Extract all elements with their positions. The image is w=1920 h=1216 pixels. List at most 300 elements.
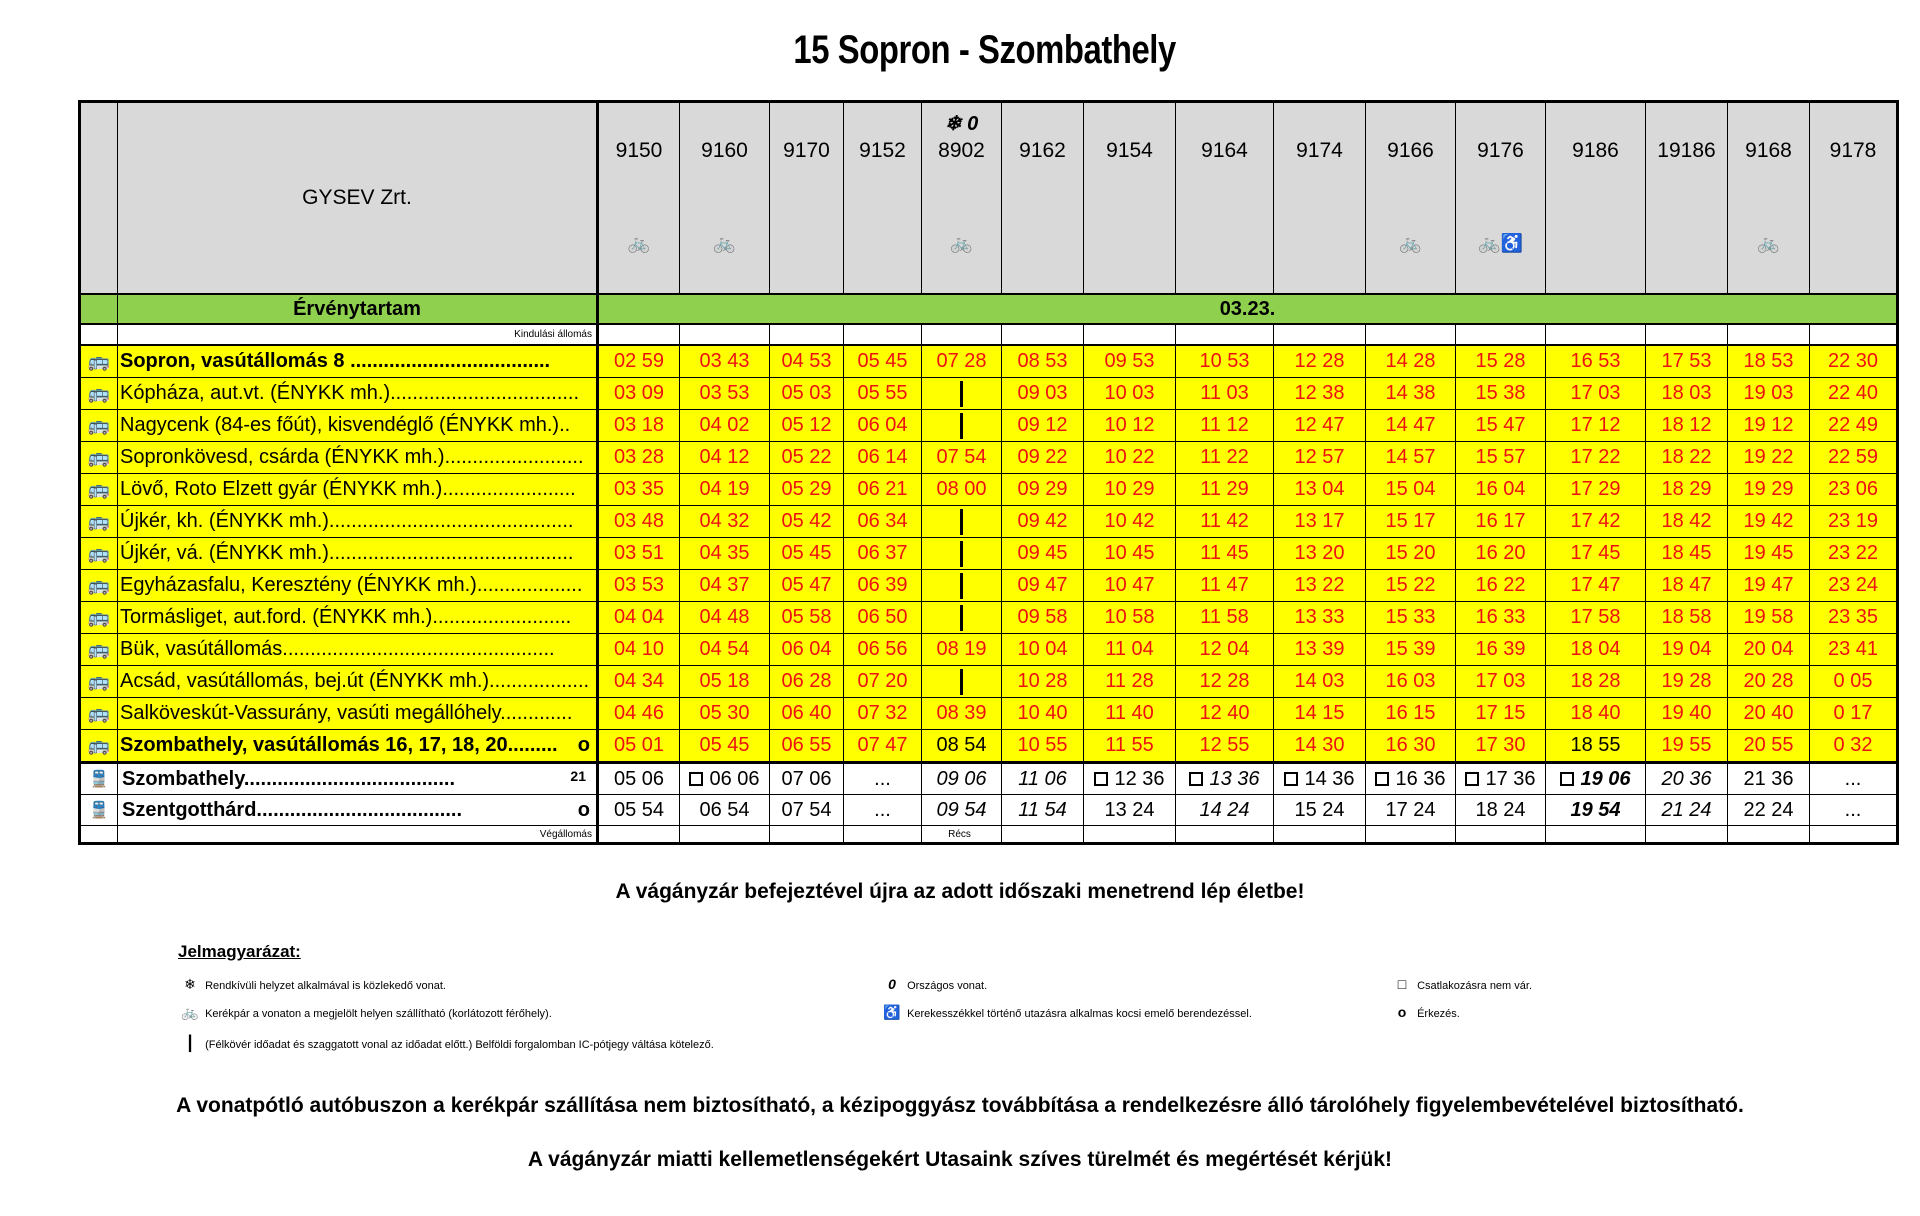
train-header-19186 <box>1646 102 1728 295</box>
time-cell: 10 53 <box>1176 345 1274 378</box>
connection-time <box>1274 795 1366 826</box>
legend-title: Jelmagyarázat: <box>178 942 301 961</box>
time-cell: 05 45 <box>770 538 844 570</box>
bus-icon: 🚌 <box>80 698 118 730</box>
time-cell: 0 05 <box>1810 666 1898 698</box>
time-cell: 06 21 <box>844 474 922 506</box>
time-cell: 06 04 <box>770 634 844 666</box>
connection-time <box>922 763 1002 795</box>
time-cell: 18 47 <box>1646 570 1728 602</box>
train-number: 9162 <box>1019 139 1066 162</box>
through-bar <box>960 573 963 599</box>
arrival-marker: o <box>577 798 590 821</box>
time-cell: 23 19 <box>1810 506 1898 538</box>
time-cell: 10 58 <box>1084 602 1176 634</box>
time-cell: 05 45 <box>844 345 922 378</box>
train-number: 9186 <box>1572 139 1619 162</box>
connection-time <box>598 763 680 795</box>
time-cell: 19 22 <box>1728 442 1810 474</box>
time-cell: 23 22 <box>1810 538 1898 570</box>
spacer-cell <box>1176 324 1274 345</box>
snowflake-icon: ❄ <box>184 976 196 992</box>
connection-time-text: 16 36 <box>1395 767 1446 790</box>
station-label: Lövő, Roto Elzett gyár (ÉNYKK mh.)........................ <box>120 478 576 500</box>
connection-time <box>1084 795 1176 826</box>
bicycle-icon: 🚲 <box>1757 233 1780 253</box>
connection-time <box>680 763 770 795</box>
bus-icon: 🚌 <box>80 442 118 474</box>
time-cell: 08 53 <box>1002 345 1084 378</box>
spacer-cell <box>1274 826 1366 844</box>
connection-time <box>1728 795 1810 826</box>
train-header-9178 <box>1810 102 1898 295</box>
time-cell: 16 03 <box>1366 666 1456 698</box>
station-label: Kópháza, aut.vt. (ÉNYKK mh.).................................. <box>120 382 580 404</box>
connection-time-text: 22 24 <box>1743 798 1794 821</box>
connection-time-text: ... <box>1844 798 1862 821</box>
time-cell: 18 22 <box>1646 442 1728 474</box>
connection-time-text: 13 36 <box>1209 767 1260 790</box>
time-cell: 17 03 <box>1456 666 1546 698</box>
bus-icon: 🚌 <box>80 634 118 666</box>
station-label: Szombathely, vasútállomás 16, 17, 18, 20......... <box>120 734 558 756</box>
connection-time-text: 19 06 <box>1580 767 1631 790</box>
connection-time <box>1366 763 1456 795</box>
time-cell: 12 38 <box>1274 378 1366 410</box>
train-header-9170 <box>770 102 844 295</box>
time-cell: 17 22 <box>1546 442 1646 474</box>
time-cell: 03 18 <box>598 410 680 442</box>
time-cell: 07 32 <box>844 698 922 730</box>
station-label: Acsád, vasútállomás, bej.út (ÉNYKK mh.).................. <box>120 670 590 692</box>
time-cell: 06 37 <box>844 538 922 570</box>
bicycle-icon: 🚲 <box>713 233 736 253</box>
station-label: Salköveskút-Vassurány, vasúti megállóhely............. <box>120 702 573 724</box>
spacer-cell <box>1002 324 1084 345</box>
time-cell: 11 29 <box>1176 474 1274 506</box>
station-name <box>118 634 598 666</box>
time-cell: 08 19 <box>922 634 1002 666</box>
time-cell: 04 12 <box>680 442 770 474</box>
bus-icon: 🚌 <box>80 730 118 763</box>
time-cell: 11 03 <box>1176 378 1274 410</box>
station-name <box>118 345 598 378</box>
time-cell: 05 47 <box>770 570 844 602</box>
train-number: 9176 <box>1477 139 1524 162</box>
time-cell: 12 28 <box>1274 345 1366 378</box>
time-cell: 16 04 <box>1456 474 1546 506</box>
connection-station <box>118 763 598 795</box>
arrival-marker: o <box>577 734 590 756</box>
validity-value: 03.23. <box>598 294 1898 324</box>
departure-station-label: Kindulási állomás <box>118 324 598 345</box>
time-cell: 16 30 <box>1366 730 1456 763</box>
bicycle-icon: 🚲 <box>181 1004 199 1020</box>
station-label: Újkér, kh. (ÉNYKK mh.)............................................ <box>120 510 574 532</box>
train-number: 8902 <box>938 139 985 162</box>
time-cell: 19 28 <box>1646 666 1728 698</box>
connection-time <box>1728 763 1810 795</box>
time-cell: 10 40 <box>1002 698 1084 730</box>
train-number: 19186 <box>1657 139 1716 162</box>
station-label: Nagycenk (84-es főút), kisvendéglő (ÉNYKK mh.).. <box>120 414 571 436</box>
station-row <box>80 474 1898 506</box>
connection-time-text: 17 36 <box>1485 767 1536 790</box>
national-train-icon: 0 <box>888 976 896 992</box>
time-cell: 11 22 <box>1176 442 1274 474</box>
connection-time <box>1366 795 1456 826</box>
time-cell: 23 24 <box>1810 570 1898 602</box>
bus-icon: 🚌 <box>80 602 118 634</box>
time-cell: 17 30 <box>1456 730 1546 763</box>
legend-item-wheelchair: ♿ Kerekesszékkel történő utazásra alkalmas kocsi emelő berendezéssel. <box>880 1004 1252 1021</box>
time-cell: 07 20 <box>844 666 922 698</box>
time-cell: 05 30 <box>680 698 770 730</box>
time-cell: 15 28 <box>1456 345 1546 378</box>
time-cell: 14 38 <box>1366 378 1456 410</box>
connection-time-text: 11 06 <box>1018 767 1067 790</box>
time-cell: 04 19 <box>680 474 770 506</box>
time-cell: 17 29 <box>1546 474 1646 506</box>
time-cell: 12 55 <box>1176 730 1274 763</box>
connection-time-text: 13 24 <box>1104 798 1155 821</box>
time-cell: 16 17 <box>1456 506 1546 538</box>
through-bar <box>960 509 963 535</box>
train-number: 9154 <box>1106 139 1153 162</box>
time-cell: 09 22 <box>1002 442 1084 474</box>
time-cell: 19 58 <box>1728 602 1810 634</box>
time-cell: 03 35 <box>598 474 680 506</box>
departure-label-row <box>80 324 1898 345</box>
time-cell: 04 10 <box>598 634 680 666</box>
time-cell: 11 40 <box>1084 698 1176 730</box>
station-label: Sopronkövesd, csárda (ÉNYKK mh.)......................... <box>120 446 584 468</box>
operator-name: GYSEV Zrt. <box>302 186 412 209</box>
station-row <box>80 634 1898 666</box>
time-cell: 10 55 <box>1002 730 1084 763</box>
time-cell: 07 28 <box>922 345 1002 378</box>
spacer-cell <box>922 324 1002 345</box>
connection-time-text: 07 06 <box>781 767 832 790</box>
connection-time-text: 15 24 <box>1294 798 1345 821</box>
train-header-9186 <box>1546 102 1646 295</box>
train-header-9164 <box>1176 102 1274 295</box>
through-bar <box>960 413 963 439</box>
time-cell: 08 54 <box>922 730 1002 763</box>
station-name <box>118 538 598 570</box>
square-icon <box>1189 772 1203 786</box>
connection-time <box>1646 763 1728 795</box>
time-cell <box>922 602 1002 634</box>
train-number: 9178 <box>1829 139 1877 162</box>
time-cell: 12 57 <box>1274 442 1366 474</box>
bicycle-icon: 🚲 <box>627 233 651 253</box>
time-cell: 18 28 <box>1546 666 1646 698</box>
time-cell: 04 35 <box>680 538 770 570</box>
operator-cell <box>118 102 598 295</box>
connection-time-text: 14 24 <box>1199 798 1250 821</box>
bus-icon: 🚌 <box>80 538 118 570</box>
connection-time-text: ... <box>874 798 891 821</box>
train-number: 9170 <box>783 139 830 162</box>
square-icon <box>1375 772 1389 786</box>
header-row <box>80 102 1898 295</box>
connection-time-text: 09 54 <box>936 798 987 821</box>
time-cell: 10 29 <box>1084 474 1176 506</box>
time-cell: 11 04 <box>1084 634 1176 666</box>
time-cell: 18 29 <box>1646 474 1728 506</box>
time-cell: 19 47 <box>1728 570 1810 602</box>
time-cell: 19 40 <box>1646 698 1728 730</box>
time-cell: 13 33 <box>1274 602 1366 634</box>
time-cell: 11 58 <box>1176 602 1274 634</box>
station-row <box>80 538 1898 570</box>
time-cell: 19 04 <box>1646 634 1728 666</box>
connection-time-text: 07 54 <box>781 798 832 821</box>
time-cell: 17 15 <box>1456 698 1546 730</box>
connection-time <box>844 763 922 795</box>
time-cell: 15 20 <box>1366 538 1456 570</box>
connection-time-text: ... <box>874 767 891 790</box>
time-cell: 19 55 <box>1646 730 1728 763</box>
bus-icon: 🚌 <box>80 378 118 410</box>
spacer-cell <box>80 826 118 844</box>
time-cell: 11 45 <box>1176 538 1274 570</box>
time-cell: 16 22 <box>1456 570 1546 602</box>
connection-time <box>844 795 922 826</box>
connection-time <box>922 795 1002 826</box>
time-cell: 14 28 <box>1366 345 1456 378</box>
station-row <box>80 378 1898 410</box>
connection-time <box>1274 763 1366 795</box>
time-cell: 10 45 <box>1084 538 1176 570</box>
bus-icon: 🚌 <box>80 666 118 698</box>
spacer-cell <box>1646 324 1728 345</box>
time-cell: 03 51 <box>598 538 680 570</box>
connection-time-text: 19 54 <box>1570 798 1621 821</box>
square-icon <box>1465 772 1479 786</box>
final-label-row <box>80 826 1898 844</box>
time-cell <box>922 666 1002 698</box>
time-cell: 23 06 <box>1810 474 1898 506</box>
time-cell: 07 47 <box>844 730 922 763</box>
time-cell <box>922 538 1002 570</box>
time-cell: 06 39 <box>844 570 922 602</box>
header-icon-cell <box>80 102 118 295</box>
connection-time <box>770 795 844 826</box>
train-header-9150 <box>598 102 680 295</box>
time-cell: 06 34 <box>844 506 922 538</box>
spacer-cell <box>1084 826 1176 844</box>
time-cell: 06 50 <box>844 602 922 634</box>
time-cell: 17 45 <box>1546 538 1646 570</box>
time-cell: 04 34 <box>598 666 680 698</box>
notice-bike-bus: A vonatpótló autóbuszon a kerékpár szállítása nem biztosítható, a kézipoggyász továbbítása a rendelkezésre álló tárolóhely figyelembevételével biztosítható. <box>176 1094 1744 1117</box>
station-row <box>80 345 1898 378</box>
connection-time-text: 06 54 <box>699 798 750 821</box>
time-cell: 05 58 <box>770 602 844 634</box>
time-cell: 20 28 <box>1728 666 1810 698</box>
time-cell: 22 49 <box>1810 410 1898 442</box>
time-cell: 13 04 <box>1274 474 1366 506</box>
spacer-cell <box>770 324 844 345</box>
time-cell: 09 29 <box>1002 474 1084 506</box>
time-cell: 04 46 <box>598 698 680 730</box>
time-cell <box>922 410 1002 442</box>
connection-time <box>1002 763 1084 795</box>
square-icon <box>689 772 703 786</box>
time-cell: 13 22 <box>1274 570 1366 602</box>
time-cell: 09 53 <box>1084 345 1176 378</box>
station-row <box>80 730 1898 763</box>
time-cell: 06 28 <box>770 666 844 698</box>
bicycle-icon: 🚲 <box>1399 233 1422 253</box>
spacer-cell <box>1366 324 1456 345</box>
time-cell: 09 03 <box>1002 378 1084 410</box>
time-cell: 14 15 <box>1274 698 1366 730</box>
station-label: Bük, vasútállomás................................................. <box>120 638 555 660</box>
rbus-label: Récs <box>922 826 1002 844</box>
time-cell: 11 55 <box>1084 730 1176 763</box>
time-cell: 10 28 <box>1002 666 1084 698</box>
time-cell <box>922 378 1002 410</box>
time-cell: 16 20 <box>1456 538 1546 570</box>
square-icon <box>1094 772 1108 786</box>
station-row <box>80 698 1898 730</box>
time-cell: 12 28 <box>1176 666 1274 698</box>
time-cell: 15 33 <box>1366 602 1456 634</box>
time-cell: 11 12 <box>1176 410 1274 442</box>
time-cell: 10 42 <box>1084 506 1176 538</box>
time-cell: 15 17 <box>1366 506 1456 538</box>
connection-time <box>1810 795 1898 826</box>
train-header-9176 <box>1456 102 1546 295</box>
page-title: 15 Sopron - Szombathely <box>793 28 1176 72</box>
time-cell: 18 03 <box>1646 378 1728 410</box>
bus-icon: 🚌 <box>80 570 118 602</box>
train-header-8902 <box>922 102 1002 295</box>
time-cell: 05 22 <box>770 442 844 474</box>
time-cell: 04 48 <box>680 602 770 634</box>
station-name <box>118 698 598 730</box>
time-cell: 06 55 <box>770 730 844 763</box>
connection-row <box>80 795 1898 826</box>
validity-icon-cell <box>80 294 118 324</box>
station-name <box>118 570 598 602</box>
time-cell: 05 12 <box>770 410 844 442</box>
spacer-cell <box>1728 826 1810 844</box>
train-header-9174 <box>1274 102 1366 295</box>
station-label: Újkér, vá. (ÉNYKK mh.)............................................ <box>120 542 574 564</box>
time-cell: 11 28 <box>1084 666 1176 698</box>
connection-time <box>770 763 844 795</box>
time-cell: 18 55 <box>1546 730 1646 763</box>
connection-time-text: ... <box>1844 767 1862 790</box>
bus-icon: 🚌 <box>80 474 118 506</box>
time-cell: 22 30 <box>1810 345 1898 378</box>
spacer-cell <box>1456 826 1546 844</box>
time-cell: 09 58 <box>1002 602 1084 634</box>
time-cell: 16 53 <box>1546 345 1646 378</box>
time-cell: 10 47 <box>1084 570 1176 602</box>
connection-time-text: 09 06 <box>936 767 987 790</box>
time-cell: 12 40 <box>1176 698 1274 730</box>
station-name <box>118 442 598 474</box>
spacer-cell <box>680 826 770 844</box>
connection-time-text: 11 54 <box>1018 798 1067 821</box>
connection-label: Szombathely...................................... <box>122 767 456 790</box>
time-cell: 15 57 <box>1456 442 1546 474</box>
arrival-icon: o <box>1397 1004 1407 1020</box>
connection-time-text: 05 06 <box>613 767 665 790</box>
time-cell: 19 45 <box>1728 538 1810 570</box>
final-station-label: Végállomás <box>118 826 598 844</box>
train-header-9166 <box>1366 102 1456 295</box>
spacer-cell <box>1728 324 1810 345</box>
time-cell: 05 18 <box>680 666 770 698</box>
time-cell: 04 54 <box>680 634 770 666</box>
spacer-cell <box>680 324 770 345</box>
time-cell: 19 29 <box>1728 474 1810 506</box>
bar-icon: | <box>187 1032 193 1052</box>
time-cell: 17 03 <box>1546 378 1646 410</box>
time-cell: 05 42 <box>770 506 844 538</box>
train-mark: ❄ 0 <box>944 113 979 135</box>
timetable <box>78 100 1899 845</box>
time-cell: 09 42 <box>1002 506 1084 538</box>
train-header-9152 <box>844 102 922 295</box>
legend-item-no-wait: □ Csatlakozásra nem vár. <box>1390 976 1532 992</box>
time-cell: 03 43 <box>680 345 770 378</box>
train-icon: 🚆 <box>80 763 118 795</box>
time-cell: 09 47 <box>1002 570 1084 602</box>
station-label: Sopron, vasútállomás 8 .................................... <box>120 350 551 372</box>
station-name <box>118 474 598 506</box>
bus-icon: 🚌 <box>80 410 118 442</box>
time-cell: 19 03 <box>1728 378 1810 410</box>
connection-time <box>1002 795 1084 826</box>
train-header-9160 <box>680 102 770 295</box>
connection-time <box>1176 763 1274 795</box>
time-cell: 05 29 <box>770 474 844 506</box>
spacer-cell <box>80 324 118 345</box>
wheelchair-icon: ♿ <box>883 1004 901 1020</box>
train-header-9154 <box>1084 102 1176 295</box>
time-cell: 06 14 <box>844 442 922 474</box>
connection-time <box>598 795 680 826</box>
time-cell: 04 37 <box>680 570 770 602</box>
connection-time <box>1176 795 1274 826</box>
bus-icon: 🚌 <box>80 506 118 538</box>
time-cell: 17 12 <box>1546 410 1646 442</box>
train-number: 9160 <box>701 139 748 162</box>
station-row <box>80 442 1898 474</box>
connection-time <box>1646 795 1728 826</box>
time-cell: 18 58 <box>1646 602 1728 634</box>
time-cell: 17 58 <box>1546 602 1646 634</box>
time-cell: 04 53 <box>770 345 844 378</box>
time-cell: 04 02 <box>680 410 770 442</box>
validity-row <box>80 294 1898 324</box>
spacer-cell <box>1546 826 1646 844</box>
through-bar <box>960 541 963 567</box>
spacer-cell <box>770 826 844 844</box>
spacer-cell <box>1274 324 1366 345</box>
time-cell: 17 47 <box>1546 570 1646 602</box>
square-icon <box>1560 772 1574 786</box>
spacer-cell <box>1456 324 1546 345</box>
time-cell: 08 39 <box>922 698 1002 730</box>
